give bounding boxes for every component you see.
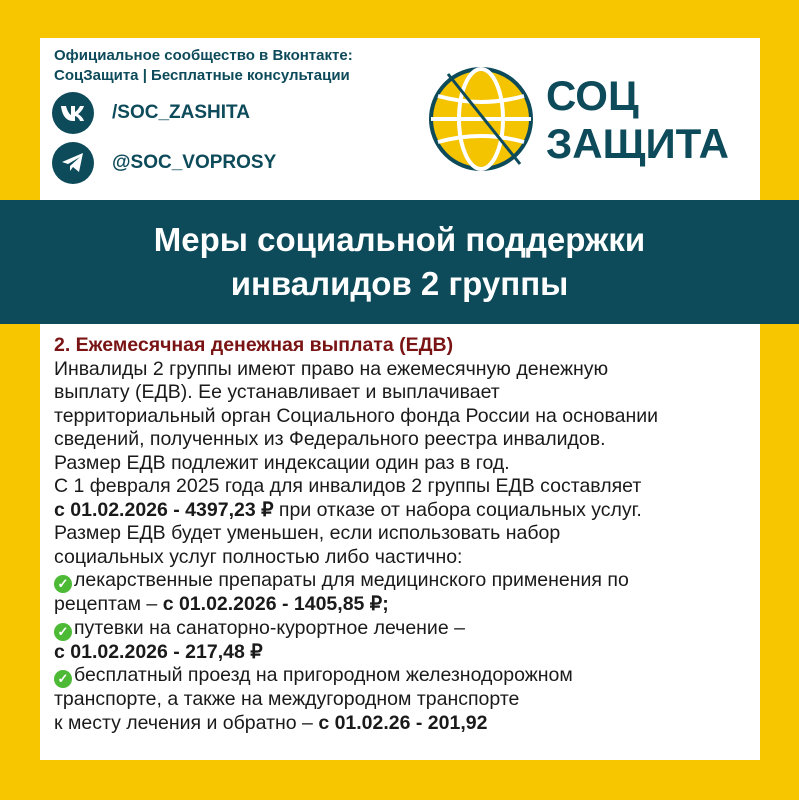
community-line-1: Официальное сообщество в Вконтакте: bbox=[54, 47, 353, 64]
list-item-continuation: транспорте, а также на междугородном транспорте bbox=[54, 688, 520, 710]
list-item-amount: с 01.02.2026 - 217,48 ₽ bbox=[54, 640, 263, 663]
check-icon: ✓ bbox=[54, 623, 72, 641]
telegram-row[interactable] bbox=[52, 142, 276, 184]
globe-logo-icon bbox=[428, 66, 534, 172]
list-item bbox=[54, 664, 760, 688]
check-icon: ✓ bbox=[54, 575, 72, 593]
title-line-1: Меры социальной поддержки bbox=[153, 221, 646, 258]
telegram-handle: @SOC_VOPROSY bbox=[112, 152, 277, 173]
list-item bbox=[54, 569, 760, 593]
community-info bbox=[54, 46, 353, 86]
vk-icon bbox=[52, 92, 94, 134]
list-item-text: путевки на санаторно-курортное лечение – bbox=[74, 616, 465, 639]
list-item-text: лекарственные препараты для медицинского применения по bbox=[74, 569, 629, 591]
list-item-text: рецептам – bbox=[54, 593, 163, 615]
brand-line-1: СОЦ bbox=[546, 72, 639, 119]
list-item-continuation bbox=[54, 712, 760, 736]
paragraph-line: выплату (ЕДВ). Ее устанавливает и выплачивает bbox=[54, 381, 500, 403]
list-item-continuation bbox=[54, 641, 760, 665]
list-item-continuation bbox=[54, 593, 760, 617]
check-icon: ✓ bbox=[54, 670, 72, 688]
content-text bbox=[54, 334, 760, 735]
list-item bbox=[54, 617, 760, 641]
paragraph-line: социальных услуг полностью либо частично: bbox=[54, 545, 463, 568]
paragraph-line: Инвалиды 2 группы имеют право на ежемесячную денежную bbox=[54, 357, 609, 380]
vk-handle: /SOC_ZASHITA bbox=[112, 102, 250, 123]
telegram-icon bbox=[52, 142, 94, 184]
paragraph-line bbox=[54, 499, 760, 523]
list-item-amount: с 01.02.2026 - 1405,85 ₽; bbox=[162, 593, 389, 615]
vk-row[interactable] bbox=[52, 92, 250, 134]
community-line-2: СоцЗащита | Бесплатные консультации bbox=[54, 67, 350, 84]
brand-name bbox=[546, 72, 729, 168]
list-item-text: к месту лечения и обратно – bbox=[54, 711, 319, 734]
paragraph-line: Размер ЕДВ подлежит индексации один раз в год. bbox=[54, 451, 510, 474]
title-line-2: инвалидов 2 группы bbox=[230, 265, 569, 302]
brand-line-2: ЗАЩИТА bbox=[546, 120, 729, 167]
list-item-amount: с 01.02.26 - 201,92 bbox=[318, 711, 488, 734]
edv-amount-note: при отказе от набора социальных услуг. bbox=[273, 498, 642, 521]
header-card bbox=[40, 38, 760, 200]
list-item-text: бесплатный проезд на пригородном железнодорожном bbox=[74, 664, 573, 686]
edv-amount: с 01.02.2026 - 4397,23 ₽ bbox=[54, 498, 274, 521]
paragraph-line: сведений, полученных из Федерального реестра инвалидов. bbox=[54, 428, 606, 450]
section-heading: 2. Ежемесячная денежная выплата (ЕДВ) bbox=[54, 334, 454, 356]
paragraph-line: территориальный орган Социального фонда России на основании bbox=[54, 404, 659, 427]
paragraph-line: Размер ЕДВ будет уменьшен, если использовать набор bbox=[54, 522, 561, 544]
paragraph-line: С 1 февраля 2025 года для инвалидов 2 группы ЕДВ составляет bbox=[54, 475, 642, 497]
content-card bbox=[40, 324, 760, 760]
title-banner bbox=[0, 200, 799, 324]
